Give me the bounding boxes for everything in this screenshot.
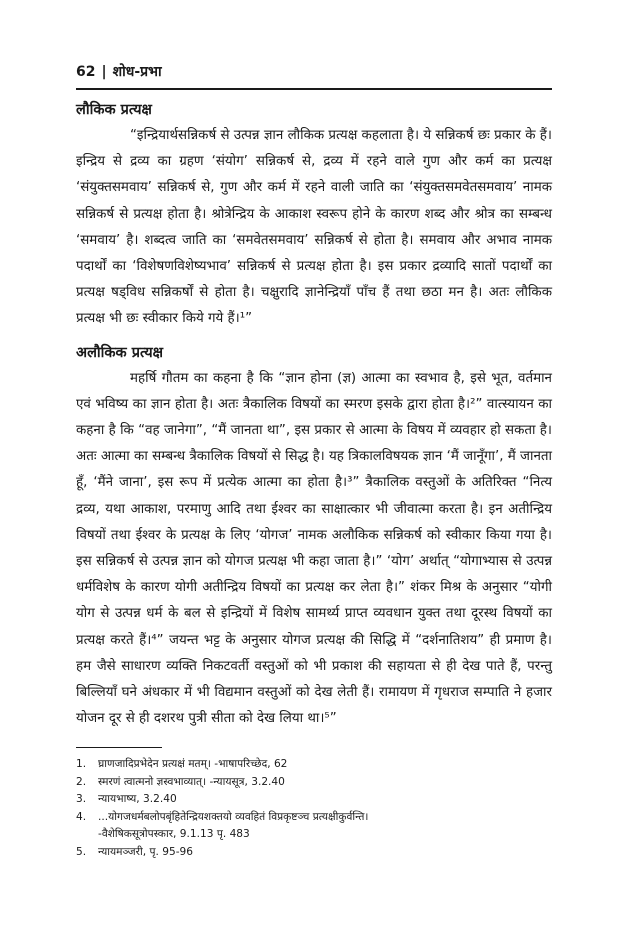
footnote-text: स्मरणं त्वात्मनो ज्ञस्वभाव्यात्। -न्यायसूत्र, 3.2.40	[98, 775, 285, 788]
footnotes	[76, 756, 552, 861]
document-page	[76, 62, 552, 861]
footnote	[76, 844, 552, 862]
footnote	[76, 809, 552, 827]
footnote-number: 2.	[76, 775, 87, 788]
section-heading-laukik: लौकिक प्रत्यक्ष	[76, 102, 152, 118]
footnote-number: 1.	[76, 758, 87, 771]
footnote-text: ...योगजधर्मबलोपबृंहितेन्द्रियशक्तयो व्यवहितं विप्रकृष्टञ्च प्रत्यक्षीकुर्वन्ति।	[98, 810, 369, 823]
footnote-text: न्यायभाष्य, 3.2.40	[98, 793, 177, 806]
footnote-number: 4.	[76, 810, 87, 823]
footnote	[76, 791, 552, 809]
page-number: 62	[76, 63, 96, 80]
running-title: शोध-प्रभा	[112, 64, 162, 80]
section-paragraph-alaukik: महर्षि गौतम का कहना है कि “ज्ञान होना (ज्ञ) आत्मा का स्वभाव है, इसे भूत, वर्तमान एवं भविष्य का ज्ञान होता है। अतः त्रैकालिक विषयों का स्मरण इसके द्वारा होता है।²” वात्स्यायन का कहना है कि “वह जानेगा”, “मैं जानता था”, इस प्रकार से आत्मा के विषय में व्यवहार हो सकता है। अतः आत्मा का सम्बन्ध त्रैकालिक विषयों से सिद्ध है। यह त्रिकालविषयक ज्ञान ‘मैं जानूँगा’, मैं जानता हूँ, ‘मैंने जाना’, इस रूप में प्रत्येक आत्मा का होता है।³” त्रैकालिक वस्तुओं के अतिरिक्त “नित्य द्रव्य, यथा आकाश, परमाणु आदि तथा ईश्वर का साक्षात्कार भी जीवात्मा करता है। इन अतीन्द्रिय विषयों तथा ईश्वर के प्रत्यक्ष के लिए ‘योगज’ नामक अलौकिक सन्निकर्ष को स्वीकार किया गया है। इस सन्निकर्ष से उत्पन्न ज्ञान को योगज प्रत्यक्ष भी कहा जाता है।” ‘योग’ अर्थात् “योगाभ्यास से उत्पन्न धर्मविशेष के कारण योगी अतीन्द्रिय विषयों का प्रत्यक्ष कर लेता है।” शंकर मिश्र के अनुसार “योगी योग से उत्पन्न धर्म के बल से इन्द्रियों में विशेष सामर्थ्य प्राप्त व्यवधान युक्त तथा दूरस्थ विषयों का प्रत्यक्ष करते हैं।⁴” जयन्त भट्ट के अनुसार योगज प्रत्यक्ष की सिद्धि में “दर्शनातिशय” ही प्रमाण है। हम जैसे साधारण व्यक्ति निकटवर्ती वस्तुओं को भी प्रकाश की सहायता से ही देख पाते हैं, परन्तु बिल्लियाँ घने अंधकार में भी विद्यमान वस्तुओं को देख लेती हैं। रामायण में गृधराज सम्पाति ने हजार योजन दूर से ही दशरथ पुत्री सीता को देख लिया था।⁵”	[76, 370, 552, 727]
header-separator: |	[101, 63, 107, 80]
section-heading-alaukik: अलौकिक प्रत्यक्ष	[76, 344, 164, 361]
footnote-continuation: -वैशेषिकसूत्रोपस्कार, 9.1.13 पृ. 483	[98, 828, 250, 841]
footnote-divider	[76, 747, 162, 748]
running-header	[76, 62, 552, 90]
footnote-number: 3.	[76, 793, 87, 806]
footnote	[76, 756, 552, 774]
footnote	[76, 774, 552, 792]
footnote-text: न्यायमञ्जरी, पृ. 95-96	[98, 845, 193, 858]
footnote-number: 5.	[76, 845, 87, 858]
section-paragraph-laukik: “इन्द्रियार्थसन्निकर्ष से उत्पन्न ज्ञान लौकिक प्रत्यक्ष कहलाता है। ये सन्निकर्ष छः प्रकार के हैं। इन्द्रिय से द्रव्य का ग्रहण ‘संयोग’ सन्निकर्ष से, द्रव्य में रहने वाले गुण और कर्म का प्रत्यक्ष ‘संयुक्तसमवाय’ सन्निकर्ष से, गुण और कर्म में रहने वाली जाति का ‘संयुक्तसमवेतसमवाय’ नामक सन्निकर्ष से प्रत्यक्ष होता है। श्रोत्रेन्द्रिय के आकाश स्वरूप होने के कारण शब्द और श्रोत्र का सम्बन्ध ‘समवाय’ है। शब्दत्व जाति का ‘समवेतसमवाय’ सन्निकर्ष से होता है। समवाय और अभाव नामक पदार्थों का ‘विशेषणविशेष्यभाव’ सन्निकर्ष से प्रत्यक्ष होता है। इस प्रकार द्रव्यादि सातों पदार्थों का प्रत्यक्ष षड्विध सन्निकर्षों से होता है। चक्षुरादि ज्ञानेन्द्रियाँ पाँच हैं तथा छठा मन है। अतः लौकिक प्रत्यक्ष भी छः स्वीकार किये गये हैं।¹”	[76, 128, 552, 327]
footnote-text: घ्राणजादिप्रभेदेन प्रत्यक्षं मतम्। -भाषापरिच्छेद, 62	[98, 758, 288, 771]
